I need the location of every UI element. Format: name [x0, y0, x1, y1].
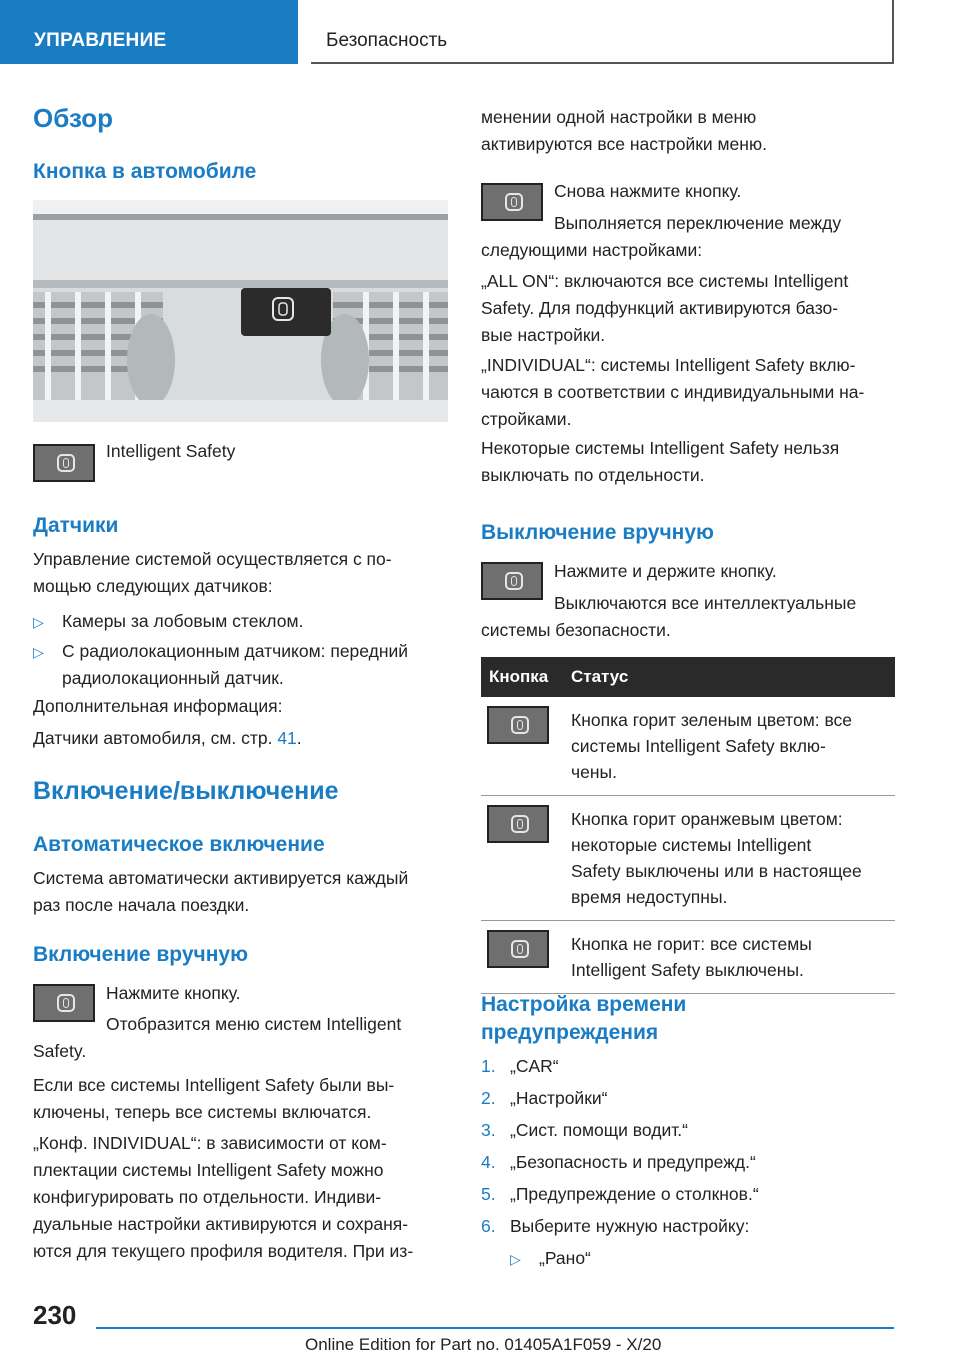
status-text-line: Кнопка горит оранжевым цветом: [571, 809, 843, 829]
heading-line: Настройка времени [481, 993, 687, 1016]
step-number: 4. [481, 1152, 496, 1172]
heading-on-off: Включение/выключение [33, 777, 339, 805]
button-off-icon [487, 930, 549, 968]
header-chapter-box [311, 0, 894, 64]
car-dashboard-photo [33, 200, 448, 422]
heading-auto-on: Автоматическое включение [33, 833, 325, 856]
some-systems-text-line: выключать по отдельности. [481, 465, 705, 485]
button-caption: Intelligent Safety [106, 441, 236, 461]
off-step-text: Нажмите и держите кнопку. [554, 561, 777, 581]
step-number: 2. [481, 1088, 496, 1108]
heading-button-in-car: Кнопка в автомобиле [33, 160, 257, 183]
continued-text-line: менении одной настройки в меню [481, 107, 757, 127]
header-section-tab [0, 0, 298, 64]
step-number: 6. [481, 1216, 496, 1236]
table-header-button: Кнопка [481, 657, 564, 697]
status-text-line: Intelligent Safety выключены. [571, 960, 804, 980]
heading-manual-off: Выключение вручную [481, 521, 714, 544]
step-text: „CAR“ [510, 1056, 559, 1076]
dashboard-illustration [33, 200, 448, 422]
triangle-bullet-icon: ▷ [33, 614, 44, 630]
auto-text-line: Система автоматически активируется каждый [33, 868, 409, 888]
step-text: „Сист. помощи водит.“ [510, 1120, 688, 1140]
table-row [481, 796, 895, 921]
button-orange-icon [487, 805, 549, 843]
step-text: „Настройки“ [510, 1088, 608, 1108]
some-systems-text-line: Некоторые системы Intelligent Safety нельзя [481, 438, 840, 458]
step-number: 5. [481, 1184, 496, 1204]
paragraph-line: дуальные настройки активируются и сохраня- [33, 1214, 409, 1234]
status-text-line: системы Intelligent Safety вклю- [571, 736, 826, 756]
status-text-line: некоторые системы Intelligent [571, 835, 812, 855]
header-section-title: УПРАВЛЕНИЕ [34, 30, 167, 51]
paragraph-line: ключены, теперь все системы включатся. [33, 1102, 372, 1122]
bullet-text: С радиолокационным датчиком: передний [62, 641, 409, 661]
triangle-bullet-icon: ▷ [510, 1251, 521, 1267]
individual-text-line: стройками. [481, 409, 572, 429]
table-header-status: Статус [564, 657, 895, 697]
step-text: „Безопасность и предупрежд.“ [510, 1152, 756, 1172]
intelligent-safety-button-icon [33, 984, 95, 1022]
paragraph-line: плектации системы Intelligent Safety можно [33, 1160, 384, 1180]
sub-bullet-text: „Рано“ [539, 1248, 591, 1268]
intelligent-safety-button-icon [481, 562, 543, 600]
paragraph-line: конфигурировать по отдельности. Индиви- [33, 1187, 382, 1207]
button-green-icon [487, 706, 549, 744]
footer-divider [96, 1327, 894, 1329]
status-text-line: Safety выключены или в настоящее [571, 861, 862, 881]
manual-step-text: Safety. [33, 1041, 87, 1061]
switch-text-line: Выполняется переключение между [554, 213, 842, 233]
step-text: Выберите нужную настройку: [510, 1216, 750, 1236]
more-info-label: Дополнительная информация: [33, 696, 283, 716]
switch-text-line: следующими настройками: [481, 240, 703, 260]
page-number: 230 [33, 1300, 77, 1330]
paragraph-line: „Конф. INDIVIDUAL“: в зависимости от ком- [33, 1133, 387, 1153]
heading-line: предупреждения [481, 1021, 659, 1044]
manual-step-text: Отобразится меню систем Intelligent [106, 1014, 402, 1034]
sensors-text-line: Управление системой осуществляется с по- [33, 549, 392, 569]
page-link[interactable]: 41 [277, 728, 297, 748]
manual-step-text: Нажмите кнопку. [106, 983, 241, 1003]
individual-text-line: „INDIVIDUAL“: системы Intelligent Safety вклю- [481, 355, 856, 375]
reference-text: Датчики автомобиля, см. стр. [33, 728, 273, 748]
header-chapter-title: Безопасность [326, 30, 448, 51]
bullet-text: радиолокационный датчик. [62, 668, 284, 688]
paragraph-line: Если все системы Intelligent Safety были вы- [33, 1075, 395, 1095]
status-text-line: время недоступны. [571, 887, 728, 907]
off-step-text: системы безопасности. [481, 620, 671, 640]
auto-text-line: раз после начала поездки. [33, 895, 250, 915]
reference-end: . [296, 728, 302, 748]
sensors-text-line: мощью следующих датчиков: [33, 576, 273, 596]
table-row [481, 921, 895, 994]
button-status-table [481, 657, 895, 994]
sensor-reference [33, 725, 302, 752]
status-text-line: Кнопка не горит: все системы [571, 934, 812, 954]
step-text: „Предупреждение о столкнов.“ [510, 1184, 759, 1204]
paragraph-line: ются для текущего профиля водителя. При из- [33, 1241, 414, 1261]
bullet-text: Камеры за лобовым стеклом. [62, 611, 304, 631]
individual-text-line: чаются в соответствии с индивидуальными на- [481, 382, 865, 402]
all-on-text-line: вые настройки. [481, 325, 606, 345]
heading-overview: Обзор [33, 103, 113, 133]
status-text-line: Кнопка горит зеленым цветом: все [571, 710, 853, 730]
table-row [481, 697, 895, 796]
press-again-text: Снова нажмите кнопку. [554, 181, 742, 201]
all-on-text-line: Safety. Для подфункций активируются базо- [481, 298, 839, 318]
heading-manual-on: Включение вручную [33, 943, 249, 966]
intelligent-safety-button-icon [481, 183, 543, 221]
status-text-line: чены. [571, 762, 617, 782]
triangle-bullet-icon: ▷ [33, 644, 44, 660]
off-step-text: Выключаются все интеллектуальные [554, 593, 857, 613]
heading-warning-time [481, 991, 686, 1047]
all-on-text-line: „ALL ON“: включаются все системы Intelligent [481, 271, 849, 291]
continued-text-line: активируются все настройки меню. [481, 134, 767, 154]
heading-sensors: Датчики [33, 514, 119, 537]
intelligent-safety-button-icon [33, 444, 95, 482]
step-number: 3. [481, 1120, 496, 1140]
step-number: 1. [481, 1056, 496, 1076]
footer-edition: Online Edition for Part no. 01405A1F059 - X/20 [305, 1335, 662, 1354]
